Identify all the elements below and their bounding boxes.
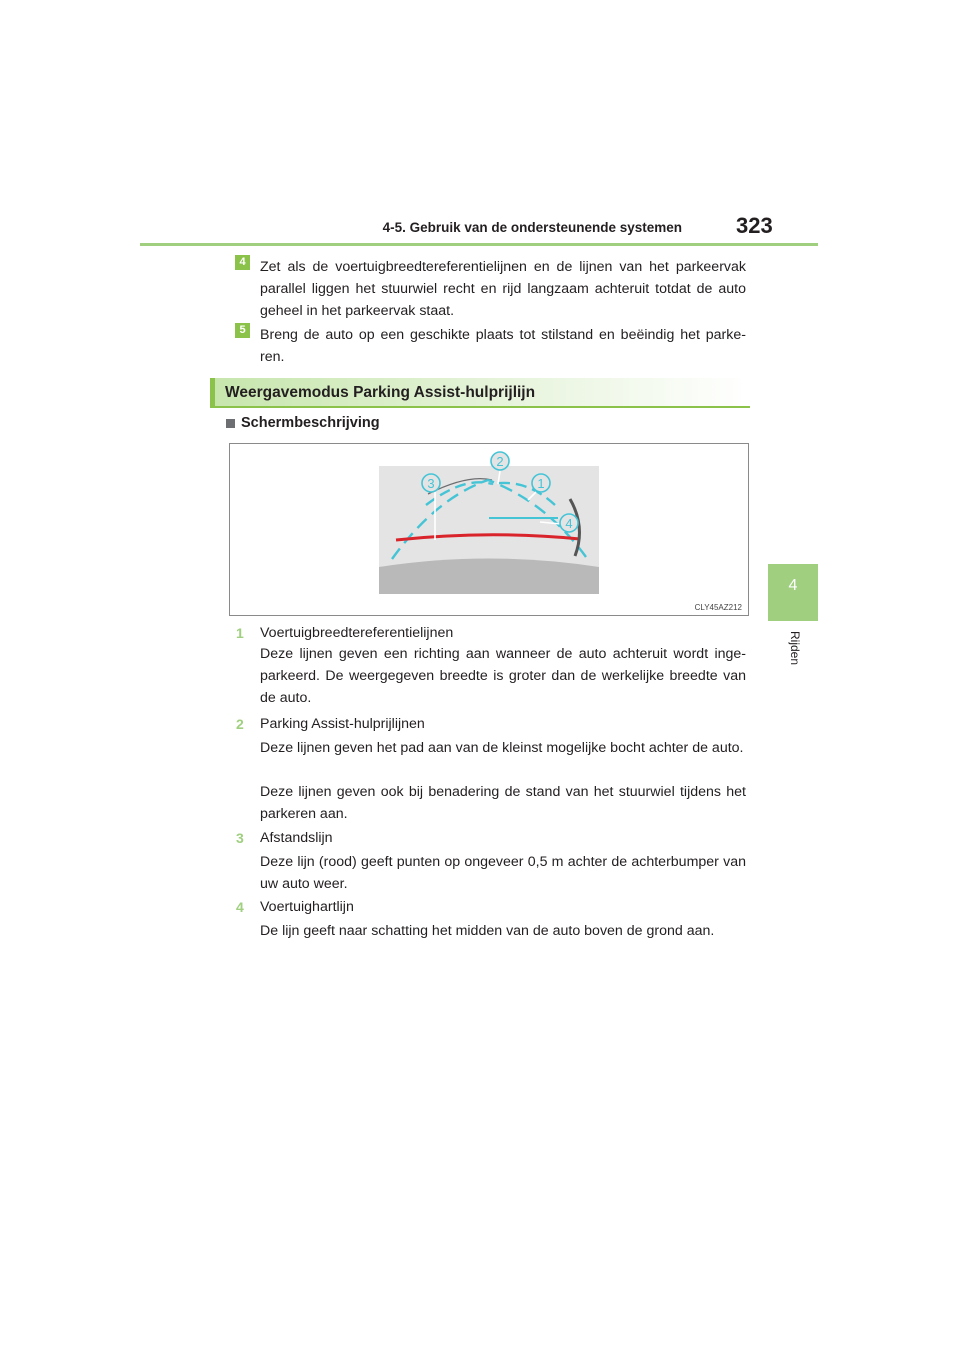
section-title: Weergavemodus Parking Assist-hulprijlijn xyxy=(225,384,536,401)
item-title-4: Voertuighartlijn xyxy=(260,899,354,915)
item-number-3: 3 xyxy=(236,830,244,846)
item-text-2b: Deze lijnen geven ook bij benadering de stand van het stuurwiel tijdens het parkeren aan. xyxy=(260,784,746,822)
item-text-1: Deze lijnen geven een richting aan wanneer de auto achteruit wordt inge-parkeerd. De weergegeven breedte is groter dan de werkelijke breedte van de auto. xyxy=(260,646,746,706)
chapter-tab-number: 4 xyxy=(788,577,798,594)
header-title: 4-5. Gebruik van de ondersteunende systemen xyxy=(382,220,682,235)
callout-2-label: 2 xyxy=(496,454,504,469)
item-text-3: Deze lijn (rood) geeft punten op ongeveer 0,5 m achter de achterbumper van uw auto weer. xyxy=(260,854,746,892)
callout-3-label: 3 xyxy=(427,476,435,491)
header-rule xyxy=(140,243,818,246)
step-badge-4: 4 xyxy=(235,255,250,270)
figure-code: CLY45AZ212 xyxy=(694,603,742,612)
step-badge-5: 5 xyxy=(235,323,250,338)
item-number-1: 1 xyxy=(236,625,244,641)
chapter-tab-label: Rijden xyxy=(788,631,802,666)
step-text-5: Breng de auto op een geschikte plaats tot stilstand en beëindig het parke-ren. xyxy=(260,327,746,365)
callout-4-label: 4 xyxy=(565,516,573,531)
item-title-2: Parking Assist-hulprijlijnen xyxy=(260,716,425,732)
callout-1-label: 1 xyxy=(537,476,545,491)
callout-2 xyxy=(491,452,509,470)
subheading: Schermbeschrijving xyxy=(241,415,380,431)
item-text-4: De lijn geeft naar schatting het midden van de auto boven de grond aan. xyxy=(260,923,715,939)
callout-3 xyxy=(422,474,440,492)
page-number: 323 xyxy=(736,213,773,238)
item-title-3: Afstandslijn xyxy=(260,830,333,846)
item-number-4: 4 xyxy=(236,899,244,915)
item-title-1: Voertuigbreedtereferentielijnen xyxy=(260,625,454,641)
bumper-view xyxy=(379,559,599,595)
subheading-bullet-icon xyxy=(226,419,235,428)
callout-4 xyxy=(560,514,578,532)
parking-guide-figure xyxy=(229,443,749,616)
callout-1 xyxy=(532,474,550,492)
item-number-2: 2 xyxy=(236,716,244,732)
item-text-2: Deze lijnen geven het pad aan van de kleinst mogelijke bocht achter de auto. xyxy=(260,740,744,756)
step-text-4: Zet als de voertuigbreedtereferentielijnen en de lijnen van het parkeervak parallel liggen het stuurwiel recht en rijd langzaam achteruit totdat de auto geheel in het parkeervak staat. xyxy=(260,259,746,319)
figure-drawing xyxy=(230,444,748,615)
